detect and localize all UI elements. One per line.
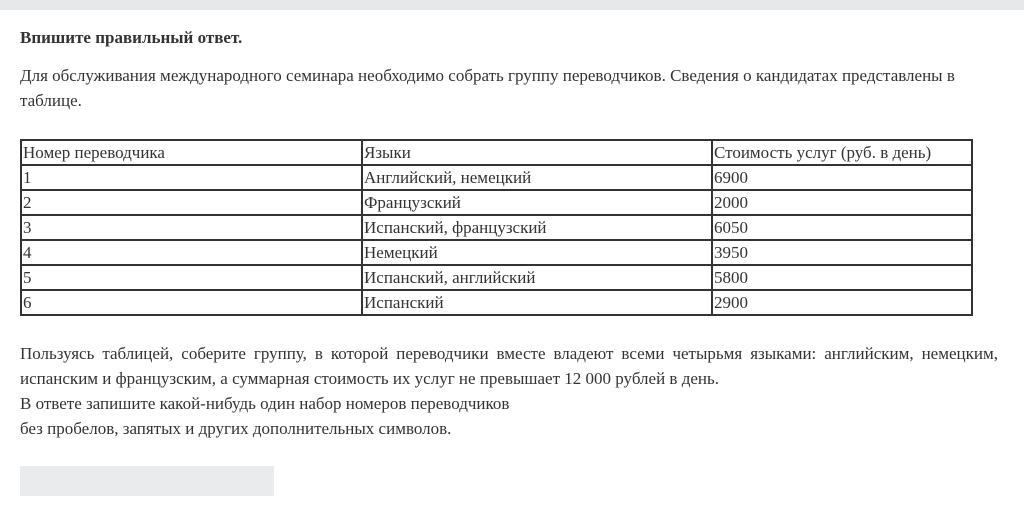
table-row [21, 265, 972, 290]
question-content [20, 27, 998, 441]
cell-number: 3 [21, 215, 362, 240]
top-bar [0, 0, 1024, 10]
header-languages: Языки [362, 140, 712, 165]
header-number: Номер переводчика [21, 140, 362, 165]
table-row [21, 215, 972, 240]
cell-cost: 2000 [712, 190, 972, 215]
header-cost: Стоимость услуг (руб. в день) [712, 140, 972, 165]
answer-note-line-1: В ответе запишите какой-нибудь один набор номеров переводчиков [20, 394, 510, 413]
cell-number: 5 [21, 265, 362, 290]
task-text: Пользуясь таблицей, соберите группу, в которой переводчики вместе владеют всеми четырьмя языками: английским, немецким, испанским и французским, а суммарная стоимость их услуг не превышает 12 000 рублей в день. [20, 344, 998, 388]
cell-cost: 5800 [712, 265, 972, 290]
cell-languages: Испанский, английский [362, 265, 712, 290]
table-header-row [21, 140, 972, 165]
intro-text: Для обслуживания международного семинара необходимо собрать группу переводчиков. Сведения о кандидатах представлены в таблице. [20, 66, 955, 110]
cell-cost: 3950 [712, 240, 972, 265]
candidates-table [20, 139, 973, 316]
cell-number: 1 [21, 165, 362, 190]
cell-languages: Английский, немецкий [362, 165, 712, 190]
cell-number: 2 [21, 190, 362, 215]
cell-cost: 6050 [712, 215, 972, 240]
cell-number: 6 [21, 290, 362, 315]
cell-languages: Испанский, французский [362, 215, 712, 240]
table-row [21, 190, 972, 215]
answer-input[interactable] [20, 466, 274, 496]
table-row [21, 290, 972, 315]
answer-note-line-2: без пробелов, запятых и других дополнительных символов. [20, 419, 452, 438]
instruction-heading: Впишите правильный ответ. [20, 28, 243, 47]
cell-number: 4 [21, 240, 362, 265]
table-row [21, 240, 972, 265]
cell-cost: 2900 [712, 290, 972, 315]
cell-languages: Немецкий [362, 240, 712, 265]
table-row [21, 165, 972, 190]
cell-languages: Испанский [362, 290, 712, 315]
cell-cost: 6900 [712, 165, 972, 190]
cell-languages: Французский [362, 190, 712, 215]
